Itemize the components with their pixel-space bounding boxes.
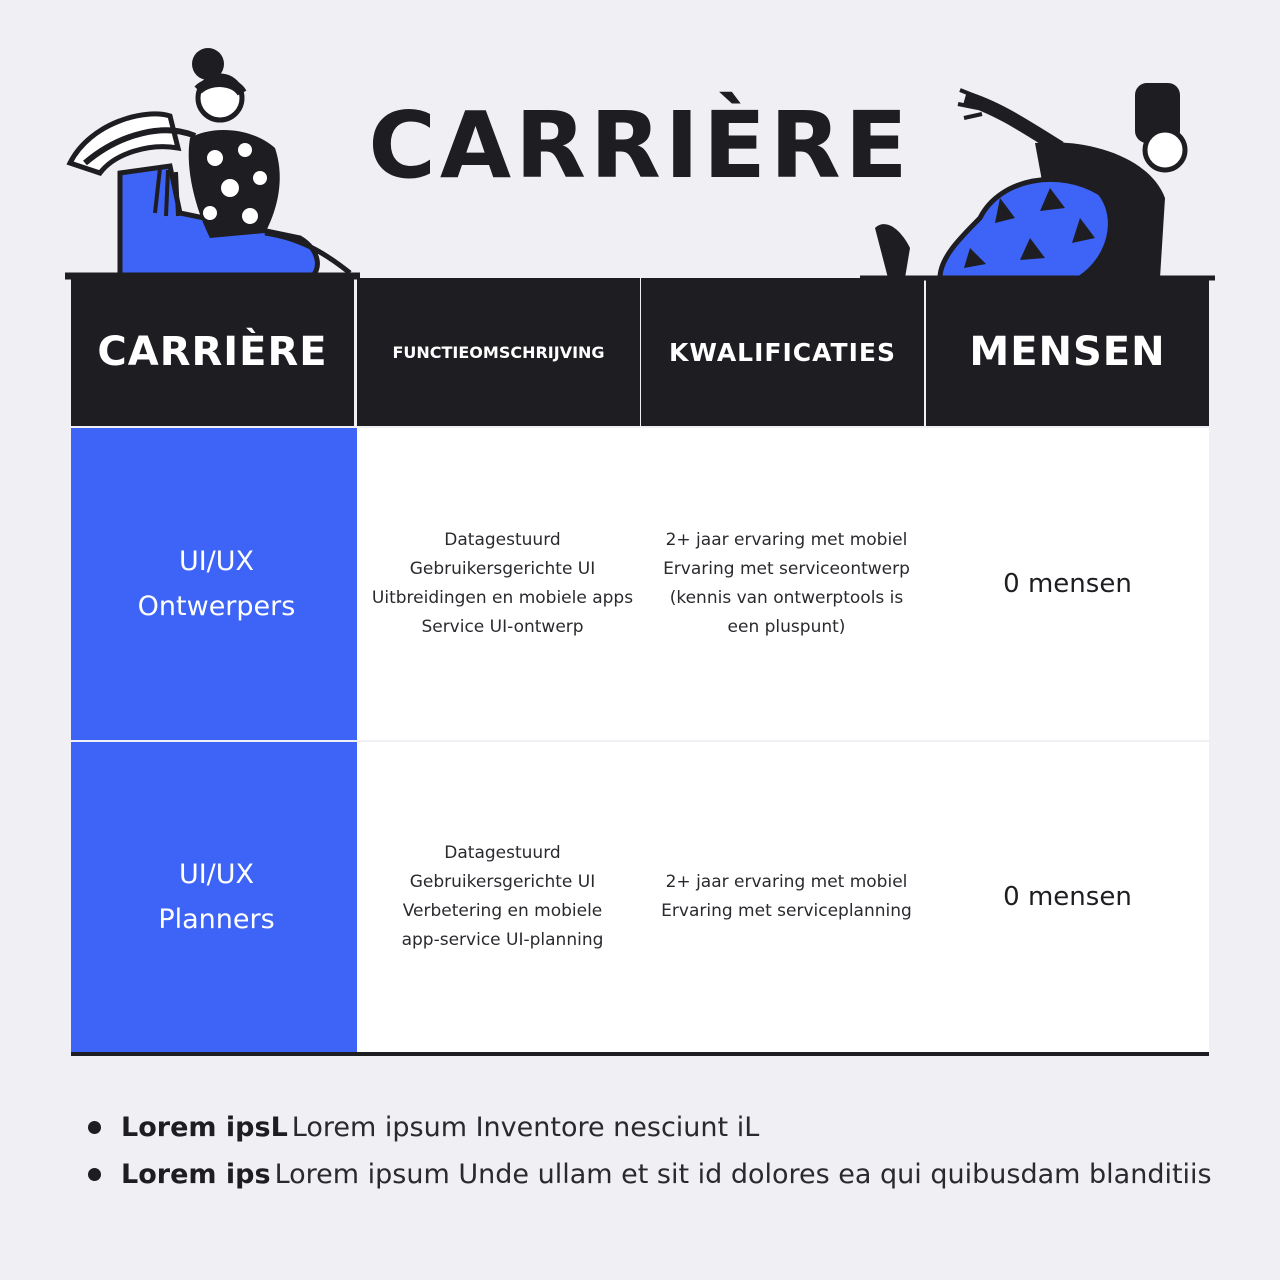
qualifications-cell: 2+ jaar ervaring met mobiel Ervaring met serviceplanning — [641, 742, 932, 1052]
note-bold: Lorem ips — [121, 1159, 271, 1190]
role-cell: UI/UX Ontwerpers — [71, 428, 362, 740]
header-qualifications: KWALIFICATIES — [641, 278, 924, 426]
description-cell: Datagestuurd Gebruikersgerichte UI Uitbreidingen en mobiele apps Service UI-ontwerp — [357, 428, 648, 740]
note-text: Lorem ipsum Inventore nesciunt iL — [291, 1112, 760, 1143]
table-bottom-border — [71, 1052, 1209, 1056]
note-item — [88, 1151, 1238, 1198]
bullet-icon — [88, 1121, 101, 1134]
people-cell: 0 mensen — [926, 428, 1209, 740]
page-title: CARRIÈRE — [368, 92, 912, 199]
header-description: FUNCTIEOMSCHRIJVING — [357, 278, 640, 426]
notes-list — [88, 1104, 1238, 1198]
people-cell: 0 mensen — [926, 742, 1209, 1052]
header-people: MENSEN — [926, 278, 1209, 426]
description-cell: Datagestuurd Gebruikersgerichte UI Verbetering en mobiele app-service UI-planning — [357, 742, 648, 1052]
career-table — [71, 278, 1209, 1054]
header-career: CARRIÈRE — [71, 278, 354, 426]
qualifications-cell: 2+ jaar ervaring met mobiel Ervaring met serviceontwerp (kennis van ontwerptools is een pluspunt) — [641, 428, 932, 740]
bullet-icon — [88, 1168, 101, 1181]
role-cell: UI/UX Planners — [71, 742, 362, 1052]
note-text: Lorem ipsum Unde ullam et sit id dolores ea qui quibusdam blanditiis — [274, 1159, 1212, 1190]
note-bold: Lorem ipsL — [121, 1112, 288, 1143]
note-item — [88, 1104, 1238, 1151]
